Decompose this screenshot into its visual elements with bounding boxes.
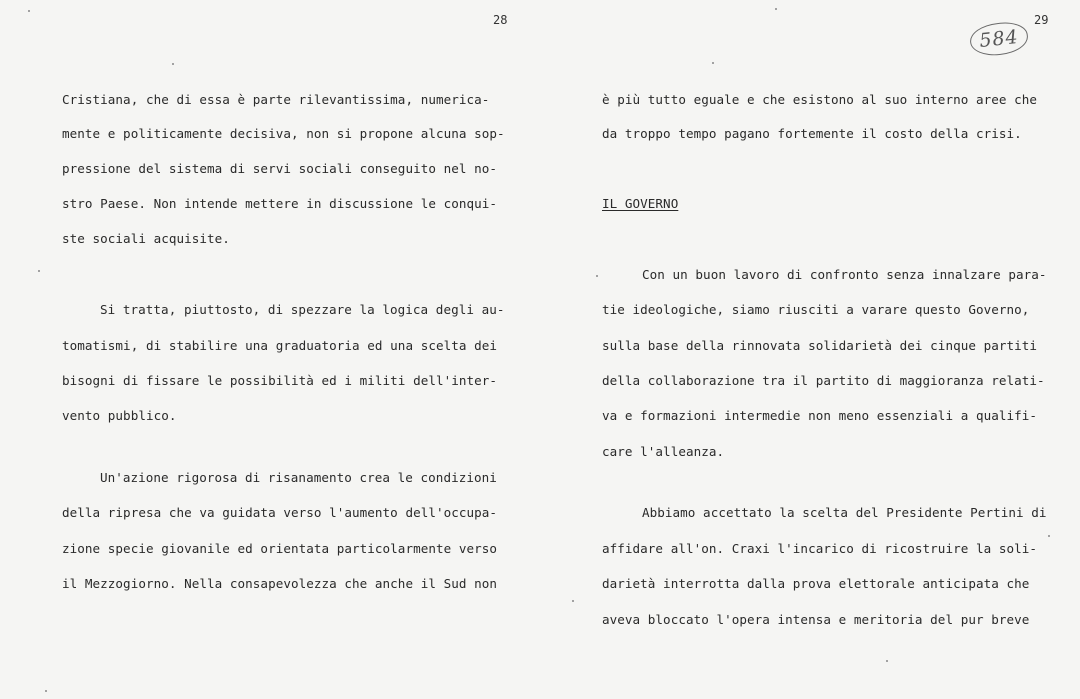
- text-line: darietà interrotta dalla prova elettorale anticipata che: [602, 576, 1030, 591]
- text-line: stro Paese. Non intende mettere in discussione le conqui-: [62, 196, 498, 211]
- archive-stamp: 584: [968, 20, 1029, 58]
- text-line: affidare all'on. Craxi l'incarico di ricostruire la soli-: [602, 541, 1038, 556]
- text-line: ste sociali acquisite.: [62, 231, 230, 246]
- text-line: pressione del sistema di servi sociali conseguito nel no-: [62, 161, 498, 176]
- scan-speck: [572, 600, 574, 602]
- text-line: è più tutto eguale e che esistono al suo interno aree che: [602, 92, 1038, 107]
- text-line: zione specie giovanile ed orientata particolarmente verso: [62, 541, 498, 556]
- text-line: Un'azione rigorosa di risanamento crea le condizioni: [100, 470, 497, 485]
- page-number-right: 29: [1034, 13, 1049, 27]
- text-line: Abbiamo accettato la scelta del Presidente Pertini di: [642, 505, 1047, 520]
- scan-speck: [45, 690, 47, 692]
- text-line: va e formazioni intermedie non meno essenziali a qualifi-: [602, 408, 1038, 423]
- scan-speck: [886, 660, 888, 662]
- text-line: aveva bloccato l'opera intensa e meritoria del pur breve: [602, 612, 1030, 627]
- scan-speck: [712, 62, 714, 64]
- text-line: della collaborazione tra il partito di maggioranza relati-: [602, 373, 1045, 388]
- scan-speck: [1048, 535, 1050, 537]
- text-line: della ripresa che va guidata verso l'aumento dell'occupa-: [62, 505, 498, 520]
- page-number-left: 28: [493, 13, 508, 27]
- text-line: Si tratta, piuttosto, di spezzare la logica degli au-: [100, 302, 505, 317]
- text-line: mente e politicamente decisiva, non si propone alcuna sop-: [62, 126, 505, 141]
- text-line: bisogni di fissare le possibilità ed i militi dell'inter-: [62, 373, 498, 388]
- scan-speck: [775, 8, 777, 10]
- text-line: Con un buon lavoro di confronto senza innalzare para-: [642, 267, 1047, 282]
- scan-speck: [28, 10, 30, 12]
- section-heading: IL GOVERNO: [602, 196, 679, 211]
- text-line: il Mezzogiorno. Nella consapevolezza che anche il Sud non: [62, 576, 498, 591]
- text-line: vento pubblico.: [62, 408, 177, 423]
- scan-speck: [172, 63, 174, 65]
- scan-speck: [596, 275, 598, 277]
- text-line: Cristiana, che di essa è parte rilevantissima, numerica-: [62, 92, 490, 107]
- text-line: care l'alleanza.: [602, 444, 725, 459]
- text-line: tomatismi, di stabilire una graduatoria ed una scelta dei: [62, 338, 498, 353]
- text-line: sulla base della rinnovata solidarietà dei cinque partiti: [602, 338, 1038, 353]
- text-line: tie ideologiche, siamo riusciti a varare questo Governo,: [602, 302, 1030, 317]
- scan-speck: [38, 270, 40, 272]
- text-line: da troppo tempo pagano fortemente il costo della crisi.: [602, 126, 1022, 141]
